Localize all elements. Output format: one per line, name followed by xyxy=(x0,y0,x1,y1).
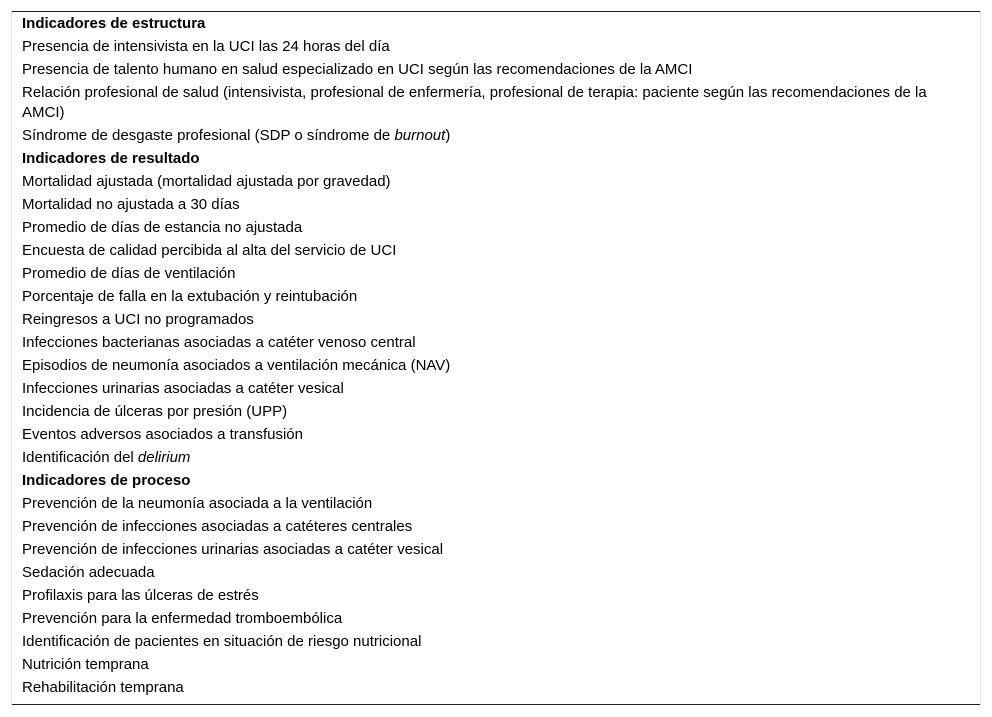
indicators-table-container xyxy=(11,11,981,705)
indicator-cell xyxy=(12,125,981,148)
indicator-text: Presencia de talento humano en salud especializado en UCI según las recomendaciones de la AMCI xyxy=(22,61,693,78)
indicator-text: Identificación del xyxy=(22,449,138,466)
indicator-row xyxy=(12,447,981,470)
indicator-cell xyxy=(12,36,981,59)
indicator-row xyxy=(12,631,981,654)
indicator-text: Infecciones bacterianas asociadas a catéter venoso central xyxy=(22,334,416,351)
indicator-cell xyxy=(12,401,981,424)
indicator-cell xyxy=(12,59,981,82)
indicator-row xyxy=(12,36,981,59)
indicator-text: Relación profesional de salud (intensivista, profesional de enfermería, profesional de terapia: paciente según las recomendaciones de la AMCI) xyxy=(22,84,927,121)
indicator-row xyxy=(12,562,981,585)
indicator-cell xyxy=(12,332,981,355)
indicator-row xyxy=(12,263,981,286)
indicator-text: Identificación de pacientes en situación de riesgo nutricional xyxy=(22,633,422,650)
indicator-cell xyxy=(12,654,981,677)
indicator-cell xyxy=(12,378,981,401)
indicator-text: Reingresos a UCI no programados xyxy=(22,311,254,328)
indicator-cell xyxy=(12,539,981,562)
indicator-text: Profilaxis para las úlceras de estrés xyxy=(22,587,259,604)
indicator-text: Mortalidad ajustada (mortalidad ajustada por gravedad) xyxy=(22,173,391,190)
indicator-cell xyxy=(12,493,981,516)
indicator-row xyxy=(12,424,981,447)
indicator-row xyxy=(12,217,981,240)
indicator-text: Rehabilitación temprana xyxy=(22,679,184,696)
indicator-text-after: ) xyxy=(445,127,451,144)
indicator-cell xyxy=(12,585,981,608)
indicator-row xyxy=(12,171,981,194)
indicator-cell xyxy=(12,217,981,240)
indicator-cell xyxy=(12,447,981,470)
indicator-row xyxy=(12,677,981,705)
indicator-row xyxy=(12,378,981,401)
indicator-text: Promedio de días de ventilación xyxy=(22,265,236,282)
section-heading-row xyxy=(12,470,981,493)
indicator-row xyxy=(12,516,981,539)
indicator-row xyxy=(12,286,981,309)
indicator-row xyxy=(12,82,981,125)
section-heading-row xyxy=(12,148,981,171)
indicator-row xyxy=(12,401,981,424)
indicator-text: Prevención para la enfermedad tromboembólica xyxy=(22,610,343,627)
indicator-row xyxy=(12,539,981,562)
section-heading: Indicadores de resultado xyxy=(12,148,981,171)
indicator-cell xyxy=(12,677,981,705)
indicator-text: Porcentaje de falla en la extubación y reintubación xyxy=(22,288,358,305)
indicator-text: Prevención de infecciones asociadas a catéteres centrales xyxy=(22,518,413,535)
indicator-cell xyxy=(12,286,981,309)
indicator-cell xyxy=(12,240,981,263)
indicator-row xyxy=(12,59,981,82)
indicator-italic-term: burnout xyxy=(394,127,446,144)
indicator-row xyxy=(12,493,981,516)
indicator-row xyxy=(12,608,981,631)
indicator-text: Episodios de neumonía asociados a ventilación mecánica (NAV) xyxy=(22,357,451,374)
indicator-text: Nutrición temprana xyxy=(22,656,149,673)
indicator-cell xyxy=(12,309,981,332)
indicator-text: Sedación adecuada xyxy=(22,564,155,581)
indicator-cell xyxy=(12,631,981,654)
indicator-text: Promedio de días de estancia no ajustada xyxy=(22,219,303,236)
indicator-row xyxy=(12,585,981,608)
indicator-cell xyxy=(12,263,981,286)
indicator-text: Prevención de infecciones urinarias asociadas a catéter vesical xyxy=(22,541,444,558)
indicator-row xyxy=(12,654,981,677)
indicator-cell xyxy=(12,516,981,539)
indicator-text: Eventos adversos asociados a transfusión xyxy=(22,426,303,443)
indicator-row xyxy=(12,355,981,378)
section-heading: Indicadores de estructura xyxy=(12,12,981,37)
indicator-text: Prevención de la neumonía asociada a la ventilación xyxy=(22,495,373,512)
indicators-table-body xyxy=(12,12,981,705)
indicator-row xyxy=(12,332,981,355)
indicator-row xyxy=(12,194,981,217)
indicator-cell xyxy=(12,82,981,125)
indicator-text: Incidencia de úlceras por presión (UPP) xyxy=(22,403,288,420)
indicator-text: Encuesta de calidad percibida al alta del servicio de UCI xyxy=(22,242,397,259)
section-heading: Indicadores de proceso xyxy=(12,470,981,493)
indicator-row xyxy=(12,309,981,332)
indicator-cell xyxy=(12,171,981,194)
indicator-cell xyxy=(12,194,981,217)
indicator-text: Síndrome de desgaste profesional (SDP o síndrome de xyxy=(22,127,395,144)
section-heading-row xyxy=(12,12,981,37)
indicator-italic-term: delirium xyxy=(137,449,191,466)
indicators-table xyxy=(11,11,981,705)
indicator-text: Presencia de intensivista en la UCI las 24 horas del día xyxy=(22,38,390,55)
indicator-row xyxy=(12,125,981,148)
indicator-cell xyxy=(12,424,981,447)
indicator-cell xyxy=(12,608,981,631)
indicator-text: Infecciones urinarias asociadas a catéter vesical xyxy=(22,380,344,397)
indicator-cell xyxy=(12,562,981,585)
indicator-text: Mortalidad no ajustada a 30 días xyxy=(22,196,240,213)
indicator-cell xyxy=(12,355,981,378)
indicator-row xyxy=(12,240,981,263)
